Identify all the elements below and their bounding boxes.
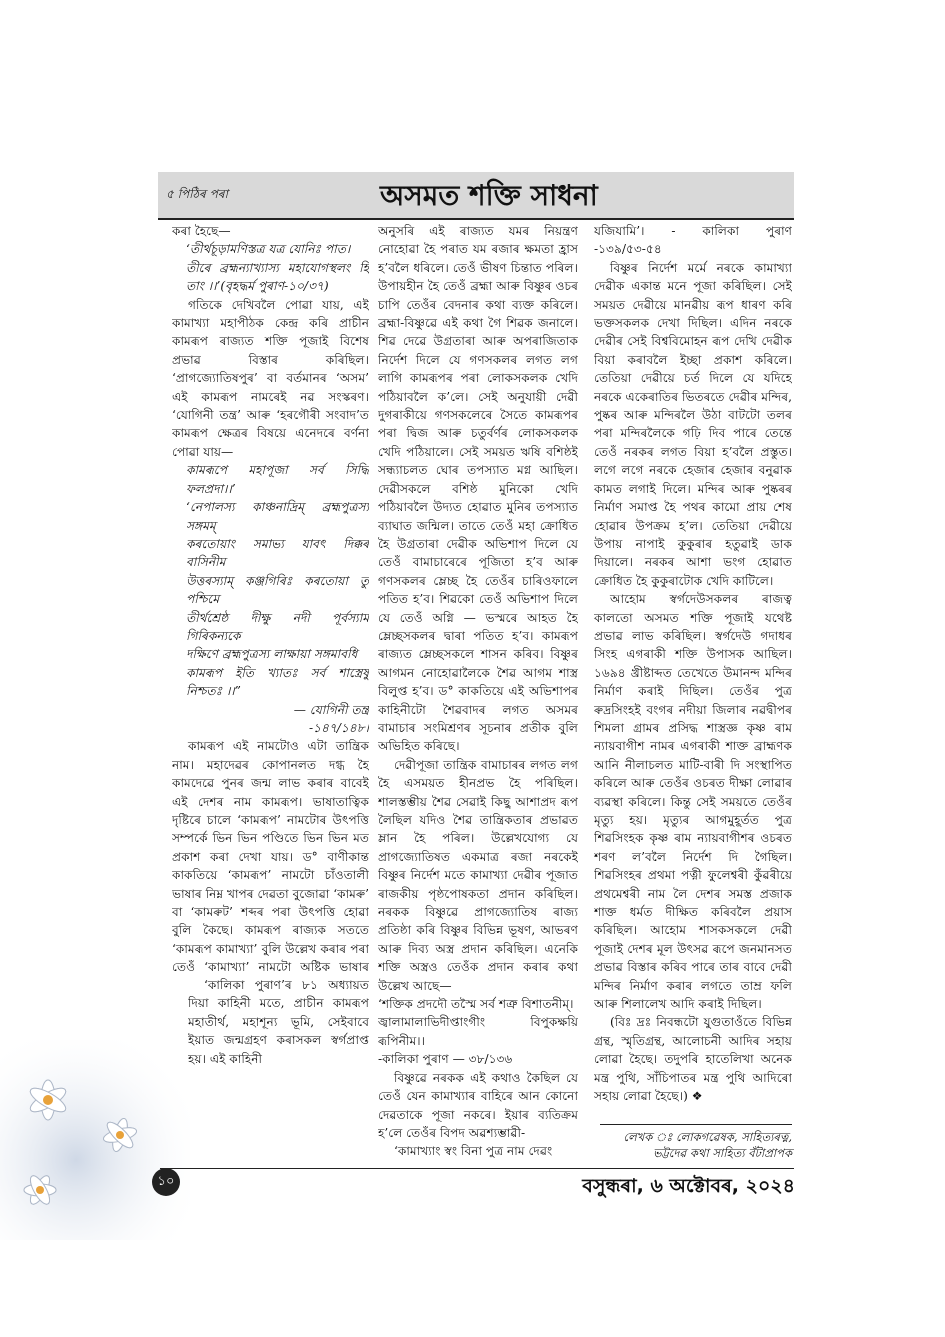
paragraph: ‘শক্তিক প্ৰদদৌ তস্মৈ সৰ্ব শত্ৰু বিশাতনীম্। xyxy=(378,997,574,1012)
paragraph: (বিঃ দ্ৰঃ নিবন্ধটো যুগুতাওঁতে বিভিন্ন গ্ৰন্থ, স্মৃতিগ্ৰন্থ, আলোচনী আদিৰ সহায় লোৱা হৈছে। তদুপৰি হাতেলিখা অনেক মন্ত্ৰ পুথি, সাঁচিপাতৰ মন্ত্ৰ পুথি আদিৰো সহায় লোৱা হৈছে।) ❖ xyxy=(594,1015,792,1104)
verse-line: কৰতোয়াং সমাভ্য যাবৎ দিক্কৰ বাসিনীম xyxy=(186,536,369,570)
verse-line: কামৰূপে মহাপূজা সৰ্ব সিদ্ধি ফলপ্ৰদা।।’ xyxy=(186,463,369,496)
text-column-1 xyxy=(172,222,369,974)
paragraph: ‘কালিকা পুৰাণ’ৰ ৮১ অধ্যায়ত দিয়া কাহিনী মতে, প্ৰাচীন কামৰূপ মহাতীৰ্থ, মহাশূন্য ভূমি, সেইবাবে ইয়াত জন্মগ্ৰহণ কৰাসকল স্বৰ্গপ্ৰাপ্ত হয়। এই কাহিনী xyxy=(188,978,369,1066)
verse-line: ‘তীৰ্থচূড়ামণিস্তত্ৰ যত্ৰ যোনিঃ পাত। xyxy=(186,242,351,257)
paragraph: দেৱীপূজা তান্ত্ৰিক বামাচাৰৰ লগত লগ হৈ এসময়ত হীনপ্ৰভ হৈ পৰিছিল। শালস্তম্ভীয় শৈৱ সেৱাই কিছু আশাপ্ৰদ ৰূপ লৈছিল যদিও শৈৱ তান্ত্ৰিকতাৰ প্ৰভাৱত ম্লান হৈ পৰিল। উল্লেখযোগ্য যে প্ৰাগজ্যোতিষত একমাত্ৰ ৰজা নৰকেই বিষ্ণুৰ নিৰ্দেশ মতে কামাখ্যা দেৱীৰ পূজাত ৰাজকীয় পৃষ্ঠপোষকতা প্ৰদান কৰিছিল। নৰকক বিষ্ণুৱে প্ৰাগজ্যোতিষ ৰাজ্য প্ৰতিষ্ঠা কৰি বিষ্ণুৰ বিভিন্ন ভূষণ, আভৰণ আৰু দিব্য অস্ত্ৰ প্ৰদান কৰিছিল। এনেকি শক্তি অস্ত্ৰও তেওঁক প্ৰদান কৰাৰ কথা উল্লেখ আছে— xyxy=(378,757,578,993)
text-column-2 xyxy=(378,222,578,1162)
paragraph: বিষ্ণুৰ নিৰ্দেশ মৰ্মে নৰকে কামাখ্যা দেৱীক একান্ত মনে পূজা কৰিছিল। সেই সময়ত দেৱীয়ে মানৱীয় ৰূপ ধাৰণ কৰি ভক্তসকলক দেখা দিছিল। এদিন নৰকে দেৱীৰ সেই বিশ্ববিমোহন ৰূপ দেখি দেৱীক বিয়া কৰাবলৈ ইচ্ছা প্ৰকাশ কৰিলে। তেতিয়া দেৱীয়ে চৰ্ত দিলে যে যদিহে নৰকে একেৰাতিৰ ভিতৰতে দেৱীৰ মন্দিৰ, পুষ্কৰ আৰু মন্দিৰলৈ উঠা বাটটো তলৰ পৰা মন্দিৰলৈকে গঢ়ি দিব পাৰে তেন্তে তেওঁ নৰকৰ লগত বিয়া হ’বলৈ প্ৰস্তুত। লগে লগে নৰকে হেজাৰ হেজাৰ বনুৱাক কামত লগাই দিলে। মন্দিৰ আৰু পুষ্কৰৰ নিৰ্মাণ সমাপ্ত হৈ পথৰ কামো প্ৰায় শেষ হোৱাৰ উপক্ৰম হ’ল। তেতিয়া দেৱীয়ে উপায় নাপাই কুকুৰাৰ হতুৱাই ডাক দিয়ালে। নৰকৰ আশা ভংগ হোৱাত ক্ৰোধিত হৈ কুকুৰাটোক খেদি কাটিলে। xyxy=(594,260,792,588)
text-column-1-bottom xyxy=(188,976,369,1166)
continued-from-label: ৫ পিঠিৰ পৰা xyxy=(166,187,228,201)
paragraph: বিষ্ণুৱে নৰকক এই কথাও কৈছিল যে তেওঁ যেন কামাখ্যাৰ বাহিৰে আন কোনো দেৱতাকে পূজা নকৰে। ইয়াৰ ব্যতিক্ৰম হ’লে তেওঁৰ বিপদ অৱশ্যম্ভাৱী- xyxy=(378,1070,578,1140)
text-column-3 xyxy=(594,222,792,1127)
paragraph: যজিযামি’। - কালিকা পুৰাণ -১৩৯/৫৩-৫৪ xyxy=(594,224,792,257)
paragraph: জ্বালামালাভিদীপ্তাংগীং বিপুকক্ষয়ি ৰূপিনীম।। xyxy=(378,1015,578,1048)
footer-divider xyxy=(160,1168,794,1169)
article-header xyxy=(158,172,794,220)
flower-decoration xyxy=(0,1040,190,1240)
paragraph: গতিকে দেখিবলৈ পোৱা যায়, এই কামাখ্যা মহাপীঠক কেন্দ্ৰ কৰি প্ৰাচীন কামৰূপ ৰাজ্যত শক্তি পূজাই বিশেষ প্ৰভাৱ বিস্তাৰ কৰিছিল। ‘প্ৰাগজ্যোতিষপুৰ’ বা বৰ্তমানৰ ‘অসম’ এই কামৰূপ নামৰেই নৱ সংস্কৰণ। ‘যোগিনী তন্ত্ৰ’ আৰু ‘হৰগৌৰী সংবাদ’ত কামৰূপ ক্ষেত্ৰৰ বিষয়ে এনেদৰে বৰ্ণনা পোৱা যায়— xyxy=(172,297,369,459)
paragraph: আহোম স্বৰ্গদেউসকলৰ ৰাজত্ব কালতো অসমত শক্তি পূজাই যথেষ্ট প্ৰভাৱ লাভ কৰিছিল। স্বৰ্গদেউ গদাধৰ সিংহ এগৰাকী শক্তি উপাসক আছিল। ১৬৯৪ খ্ৰীষ্টাব্দত তেখেতে উমানন্দ মন্দিৰ নিৰ্মাণ কৰাই দিছিল। তেওঁৰ পুত্ৰ ৰুদ্ৰসিংহই বংগৰ নদীয়া জিলাৰ নৱদ্বীপৰ শিমলা গ্ৰামৰ প্ৰসিদ্ধ শাস্ত্ৰজ্ঞ কৃষ্ণ ৰাম ন্যায়বাগীশ নামৰ এগৰাকী শাক্ত ব্ৰাহ্মণক আনি নীলাচলত মাটি-বাৰী দি সংস্থাপিত কৰিলে আৰু তেওঁৰ ওচৰত দীক্ষা লোৱাৰ ব্যৱস্থা কৰিলে। কিন্তু সেই সময়তে তেওঁৰ মৃত্যু হয়। মৃত্যুৰ আগমুহূৰ্তত পুত্ৰ শিৱসিংহক কৃষ্ণ ৰাম ন্যায়বাগীশৰ ওচৰত শৰণ ল’বলৈ নিৰ্দেশ দি গৈছিল। শিৱসিংহৰ প্ৰথমা পত্নী ফুলেশ্বৰী কুঁৱৰীয়ে প্ৰথমেশ্বৰী নাম লৈ দেশৰ সমস্ত প্ৰজাক শাক্ত ধৰ্মত দীক্ষিত কৰিবলৈ প্ৰয়াস কৰিছিল। আহোম শাসকসকলে দেৱী পূজাই দেশৰ মূল উৎসৱ ৰূপে জনমানসত প্ৰভাৱ বিস্তাৰ কৰিব পাৰে তাৰ বাবে দেৱী মন্দিৰ নিৰ্মাণ কৰাৰ লগতে তাম্ৰ ফলি আৰু শিলালেখ আদি কৰাই দিছিল। xyxy=(594,592,792,1012)
paragraph: কামৰূপ এই নামটোও এটা তান্ত্ৰিক নাম। মহাদেৱৰ কোপানলত দগ্ধ হৈ কামদেৱে পুনৰ জন্ম লাভ কৰাৰ বাবেই এই দেশৰ নাম কামৰূপ। ভাষাতাত্বিক দৃষ্টিৰে চালে ‘কামৰূপ’ নামটোৰ উৎপত্তি সম্পৰ্কে ভিন ভিন পণ্ডিতে ভিন ভিন মত প্ৰকাশ কৰা দেখা যায়। ড° বাণীকান্ত কাকতিয়ে ‘কামৰূপ’ নামটো চাঁওতালী ভাষাৰ নিম্ন খাপৰ দেৱতা বুজোৱা ‘কামৰু’ বা ‘কামৰুট’ শব্দৰ পৰা উৎপত্তি হোৱা বুলি কৈছে। কামৰূপ ৰাজ্যক সততে ‘কামৰূপ কামাখ্যা’ বুলি উল্লেখ কৰাৰ পৰা তেওঁ ‘কামাখ্যা’ নামটো অষ্টিক ভাষাৰ xyxy=(172,739,369,974)
paragraph: -কালিকা পুৰাণ — ৩৮/১৩৬ xyxy=(378,1052,513,1067)
verse-line: উত্তৰস্যাম্ কঞ্জগিৰিঃ কৰতোয়া তু পশ্চিমে xyxy=(186,573,369,607)
publication-date: বসুন্ধৰা, ৬ অক্টোবৰ, ২০২৪ xyxy=(582,1175,795,1197)
article-title: অসমত শক্তি সাধনা xyxy=(380,179,598,212)
paragraph: অনুসৰি এই ৰাজ্যত যমৰ নিয়ন্ত্ৰণ নোহোৱা হৈ পৰাত যম ৰজাৰ ক্ষমতা হ্ৰাস হ’বলৈ ধৰিলে। তেওঁ ভীষণ চিন্তাত পৰিল। উপায়হীন হৈ তেওঁ ব্ৰহ্মা আৰু বিষ্ণুৰ ওচৰ চাপি তেওঁৰ বেদনাৰ কথা ব্যক্ত কৰিলে। ব্ৰহ্মা-বিষ্ণুৱে এই কথা গৈ শিৱক জনালে। শিৱ দেৱে উগ্ৰতাৰা আৰু অপৰাজিতাক নিৰ্দেশ দিলে যে গণসকলৰ লগত লগ লাগি কামৰূপৰ পৰা লোকসকলক খেদি পঠিয়াবলৈ ক’লে। সেই অনুযায়ী দেৱী দুগৰাকীয়ে গণসকলেৰে সৈতে কামৰূপৰ পৰা দ্বিজ আৰু চতুৰ্বৰ্ণৰ লোকসকলক খেদি পঠিয়ালে। সেই সময়ত ঋষি বশিষ্ঠই সন্ধ্যাচলত ঘোৰ তপস্যাত মগ্ন আছিল। দেৱীসকলে বশিষ্ঠ মুনিকো খেদি পঠিয়াবলৈ উদ্যত হোৱাত মুনিৰ তপস্যাত ব্যাঘাত জন্মিল। তাতে তেওঁ মহা ক্ৰোধিত হৈ উগ্ৰতাৰা দেৱীক অভিশাপ দিলে যে তেওঁ বামাচাৰেৰে পূজিতা হ’ব আৰু গণসকলৰ ম্লেচ্ছ হৈ তেওঁৰ চাৰিওফালে পতিত হ’ব। শিৱকো তেওঁ অভিশাপ দিলে যে তেওঁ অগ্নি — ভস্মৰে আহত হৈ ম্লেচ্ছসকলৰ দ্বাৰা পতিত হ’ব। কামৰূপ ৰাজ্যত ম্লেচ্ছসকলে শাসন কৰিব। বিষ্ণুৰ আগমন নোহোৱালৈকে শৈৱ আগম শাস্ত্ৰ বিলুপ্ত হ’ব। ড° কাকতিয়ে এই অভিশাপৰ কাহিনীটো শৈৱবাদৰ লগত অসমৰ বামাচাৰ সংমিশ্ৰণৰ সূচনাৰ প্ৰতীক বুলি অভিহিত কৰিছে। xyxy=(378,224,578,754)
verse-reference: -১৪৭/১৪৮। xyxy=(308,720,369,735)
verse-line: ‘নেপালস্য কাঞ্চনাদ্ৰিম্ ব্ৰহ্মপুত্ৰস্য সঙ্গমম্ xyxy=(186,500,369,533)
verse-line: তীৰ্থশ্ৰেষ্ঠ দীক্ষু নদী পূৰ্বস্যাম গিৰিকন্যকে xyxy=(186,610,369,643)
author-line: লেখক ঃ লোকগৱেষক, সাহিত্যৰত্ন, xyxy=(623,1130,792,1144)
verse-line: কামৰূপ ইতি খ্যাতঃ সৰ্ব শাস্ত্ৰেষু নিশ্চতঃ ।।” xyxy=(186,665,369,699)
verse-line: দক্ষিণে ব্ৰহ্মপুত্ৰস্য লাক্ষায়া সঙ্গমাবধি xyxy=(186,647,358,662)
author-credit xyxy=(600,1124,792,1161)
verse-reference: — যোগিনী তন্ত্ৰ xyxy=(293,702,369,717)
author-line: ভট্টদেৱ কথা সাহিত্য বঁটাপ্ৰাপক xyxy=(652,1146,792,1160)
page-number: ১০ xyxy=(152,1168,180,1196)
paragraph: কৰা হৈছে— xyxy=(172,224,231,238)
verse-line: তীৰে ব্ৰহ্মন্যাখ্যাস্য মহাযোগস্থলং হি তাং ।।’(বৃহদ্ধৰ্ম পুৰাণ-১০/৩৭) xyxy=(186,260,369,294)
paragraph: ‘কামাখ্যাং স্বং বিনা পুত্ৰ নাম দেৱং xyxy=(394,1144,553,1159)
